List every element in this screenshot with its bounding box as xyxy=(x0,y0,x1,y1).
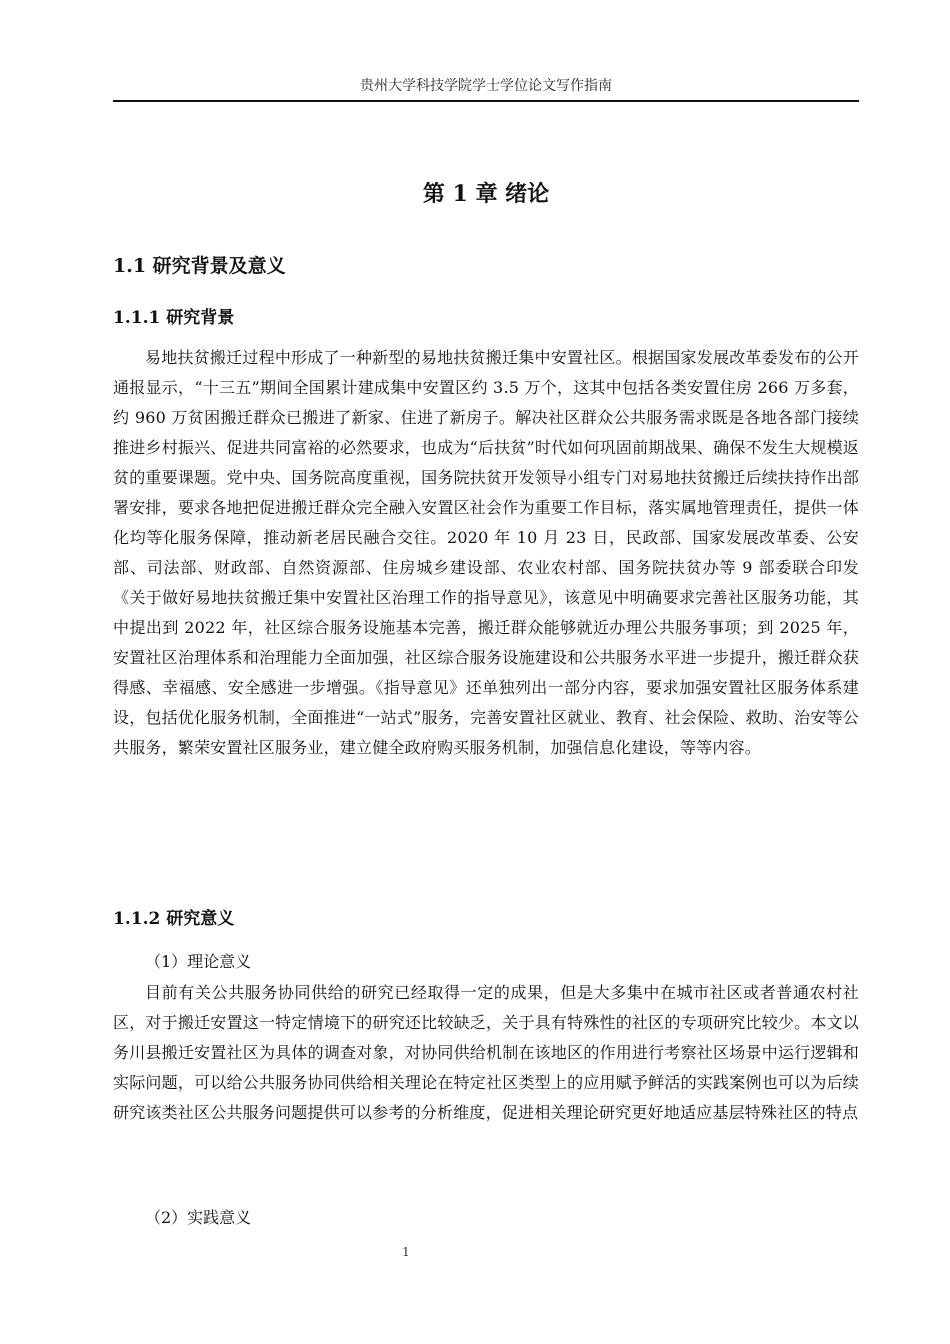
significance-paragraph: 目前有关公共服务协同供给的研究已经取得一定的成果，但是大多集中在城市社区或者普通农村社区，对于搬迁安置这一特定情境下的研究还比较缺乏，关于具有特殊性的社区的专项研究比较少。本文以务川县搬迁安置社区为具体的调查对象，对协同供给机制在该地区的作用进行考察社区场景中运行逻辑和实际问题，可以给公共服务协同供给相关理论在特定社区类型上的应用赋予鲜活的实践案例也可以为后续研究该类社区公共服务问题提供可以参考的分析维度，促进相关理论研究更好地适应基层特殊社区的特点 xyxy=(113,983,859,1122)
page-header: 贵州大学科技学院学士学位论文写作指南 xyxy=(360,78,612,94)
chapter-title: 第 1 章 绪论 xyxy=(422,181,550,207)
theory-significance-label: （1）理论意义 xyxy=(145,952,252,971)
header-divider xyxy=(113,100,859,102)
section-heading-1-1-1: 1.1.1 研究背景 xyxy=(113,308,235,328)
practice-significance-label: （2）实践意义 xyxy=(145,1208,252,1227)
background-paragraph: 易地扶贫搬迁过程中形成了一种新型的易地扶贫搬迁集中安置社区。根据国家发展改革委发布的公开通报显示，“十三五”期间全国累计建成集中安置区约 3.5 万个，这其中包括各类安置住房 266 万多套，约 960 万贫困搬迁群众已搬进了新家、住进了新房子。解决社区群众公共服务需求既是各地各部门接续推进乡村振兴、促进共同富裕的必然要求，也成为“后扶贫”时代如何巩固前期战果、确保不发生大规模返贫的重要课题。党中央、国务院高度重视，国务院扶贫开发领导小组专门对易地扶贫搬迁后续扶持作出部署安排，要求各地把促进搬迁群众完全融入安置区社会作为重要工作目标，落实属地管理责任，提供一体化均等化服务保障，推动新老居民融合交往。2020 年 10 月 23 日，民政部、国家发展改革委、公安部、司法部、财政部、自然资源部、住房城乡建设部、农业农村部、国务院扶贫办等 9 部委联合印发《关于做好易地扶贫搬迁集中安置社区治理工作的指导意见》，该意见中明确要求完善社区服务功能，其中提出到 2022 年，社区综合服务设施基本完善，搬迁群众能够就近办理公共服务事项；到 2025 年，安置社区治理体系和治理能力全面加强，社区综合服务设施建设和公共服务水平进一步提升，搬迁群众获得感、幸福感、安全感进一步增强。《指导意见》还单独列出一部分内容，要求加强安置社区服务体系建设，包括优化服务机制，全面推进“一站式”服务，完善安置社区就业、教育、社会保险、救助、治安等公共服务，繁荣安置社区服务业，建立健全政府购买服务机制，加强信息化建设，等等内容。 xyxy=(113,348,859,757)
page-number: 1 xyxy=(402,1245,410,1259)
section-heading-1-1: 1.1 研究背景及意义 xyxy=(113,255,286,277)
section-heading-1-1-2: 1.1.2 研究意义 xyxy=(113,909,235,929)
